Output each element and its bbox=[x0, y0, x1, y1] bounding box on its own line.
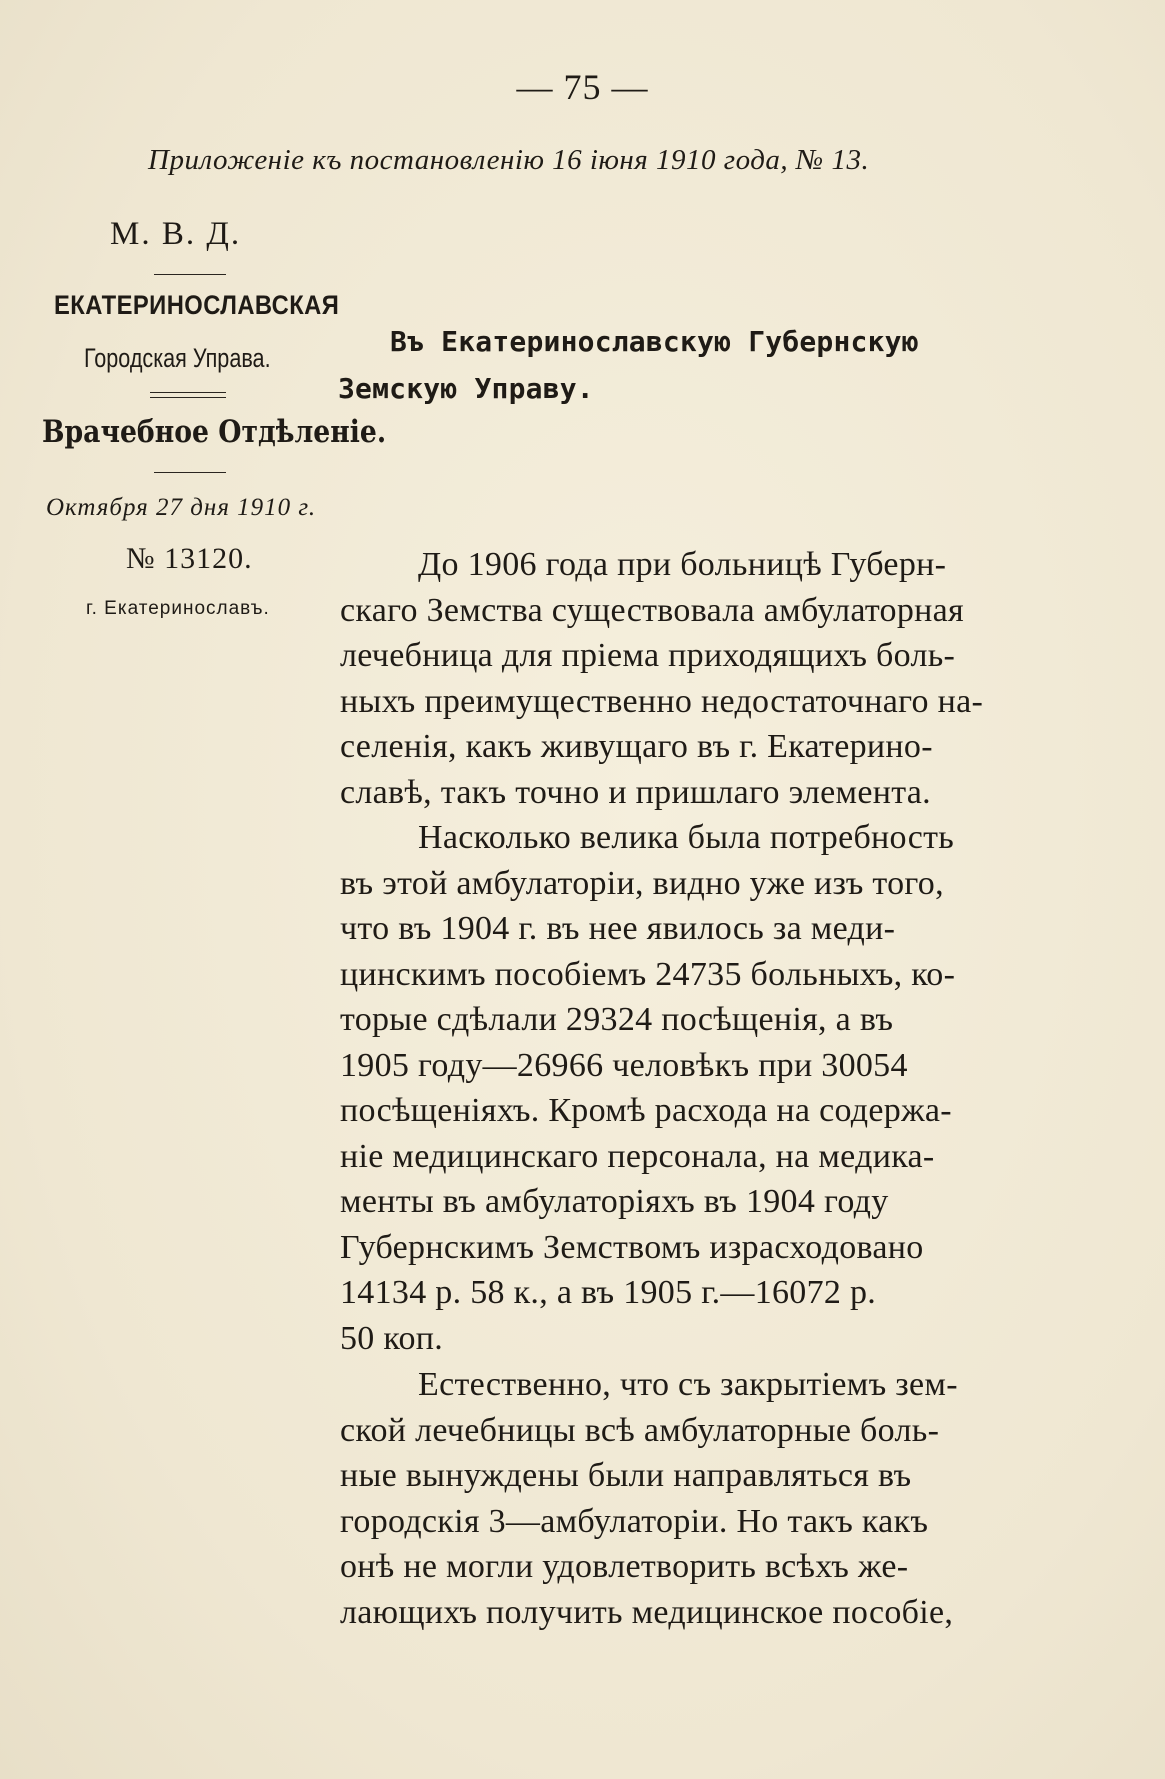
sender-board: Городская Управа. bbox=[84, 343, 271, 373]
text-line: селенія, какъ живущаго въ г. Екатерино- bbox=[340, 728, 933, 765]
text-line: городскія 3—амбулаторіи. Но такъ какъ bbox=[340, 1502, 929, 1540]
text-line: цинскимъ пособіемъ 24735 больныхъ, ко- bbox=[340, 955, 956, 993]
text-line: въ этой амбулаторіи, видно уже изъ того, bbox=[340, 864, 944, 902]
addressee-line: Въ Екатеринославскую Губернскую bbox=[390, 325, 919, 358]
body-paragraph bbox=[340, 815, 1000, 1361]
addressee-line: Земскую Управу. bbox=[338, 372, 594, 405]
sender-section: Врачебное Отдѣленіе. bbox=[42, 414, 387, 450]
letter-number: № 13120. bbox=[126, 542, 253, 575]
text-line: что въ 1904 г. въ нее явилось за меди- bbox=[340, 910, 896, 947]
text-line: 50 коп. bbox=[340, 1319, 444, 1357]
sender-department: ЕКАТЕРИНОСЛАВСКАЯ bbox=[54, 290, 340, 320]
body-paragraph bbox=[340, 1362, 1000, 1635]
text-line: ные вынуждены были направляться въ bbox=[340, 1457, 912, 1494]
divider-rule bbox=[150, 397, 226, 398]
text-line: посѣщеніяхъ. Кромѣ расхода на содержа- bbox=[340, 1092, 952, 1129]
text-line: лечебница для пріема приходящихъ боль- bbox=[340, 637, 956, 674]
page-number: — 75 — bbox=[516, 67, 649, 107]
text-line: торые сдѣлали 29324 посѣщенія, а въ bbox=[340, 1001, 894, 1038]
text-line: Насколько велика была потребность bbox=[418, 819, 955, 856]
text-line: Естественно, что съ закрытіемъ зем- bbox=[418, 1366, 958, 1403]
addressee-block bbox=[338, 318, 998, 412]
text-line: менты въ амбулаторіяхъ въ 1904 году bbox=[340, 1183, 889, 1220]
text-line: ніе медицинскаго персонала, на медика- bbox=[340, 1137, 935, 1175]
divider-rule bbox=[150, 392, 226, 393]
text-line: ныхъ преимущественно недостаточнаго на- bbox=[340, 682, 984, 720]
text-line: Губернскимъ Земствомъ израсходовано bbox=[340, 1228, 924, 1266]
ministry-abbreviation: М. В. Д. bbox=[110, 216, 242, 252]
text-line: онѣ не могли удовлетворить всѣхъ же- bbox=[340, 1548, 909, 1585]
text-line: лающихъ получить медицинское пособіе, bbox=[340, 1593, 954, 1631]
text-line: ской лечебницы всѣ амбулаторные боль- bbox=[340, 1411, 940, 1449]
letter-date: Октября 27 дня 1910 г. bbox=[46, 494, 317, 521]
text-line: скаго Земства существовала амбулаторная bbox=[340, 591, 964, 629]
body-paragraph bbox=[340, 542, 1000, 815]
divider-rule bbox=[154, 274, 226, 275]
text-line: 14134 р. 58 к., а въ 1905 г.—16072 р. bbox=[340, 1274, 877, 1311]
text-line: славѣ, такъ точно и пришлаго элемента. bbox=[340, 773, 931, 811]
text-line: 1905 году—26966 человѣкъ при 30054 bbox=[340, 1046, 908, 1084]
divider-rule bbox=[154, 472, 226, 473]
appendix-heading: Приложеніе къ постановленію 16 іюня 1910 года, № 13. bbox=[148, 144, 870, 176]
text-line: До 1906 года при больницѣ Губерн- bbox=[418, 546, 947, 583]
sender-city: г. Екатеринославъ. bbox=[86, 598, 270, 619]
